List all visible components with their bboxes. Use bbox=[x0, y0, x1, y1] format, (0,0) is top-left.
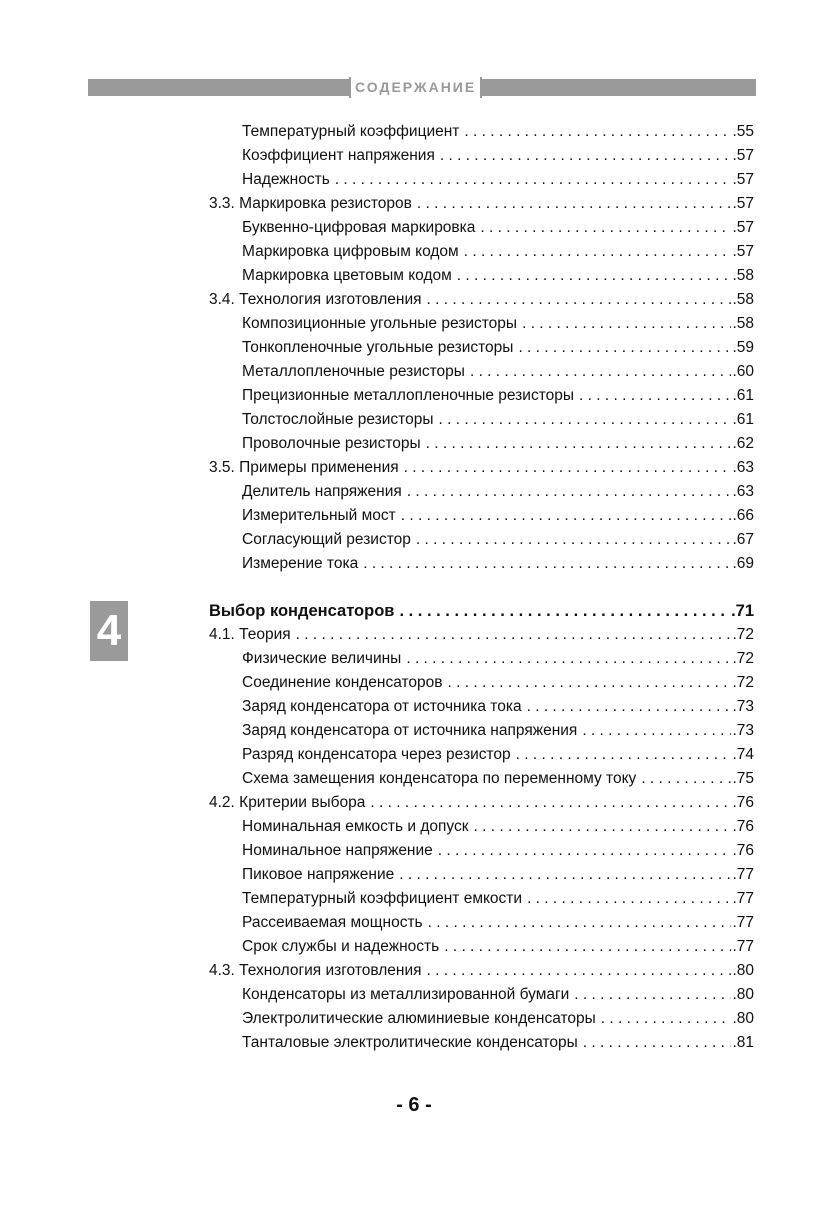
toc-section-entry bbox=[209, 193, 754, 215]
toc-dot-leader bbox=[438, 409, 731, 431]
toc-entry bbox=[242, 840, 754, 862]
toc-entry bbox=[242, 553, 754, 575]
toc-entry bbox=[242, 409, 754, 431]
toc-entry-page: .69 bbox=[732, 555, 754, 572]
toc-entry-title: Рассеиваемая мощность bbox=[242, 914, 423, 931]
toc-entry-page: .81 bbox=[732, 1034, 754, 1051]
toc-entry bbox=[242, 529, 754, 551]
toc-entry-title: Физические величины bbox=[242, 650, 402, 667]
toc-dot-leader bbox=[480, 217, 731, 239]
toc-entry-title: Температурный коэффициент емкости bbox=[242, 890, 523, 907]
toc-entry-title: 4.1. Теория bbox=[209, 626, 291, 643]
toc-entry-title: Пиковое напряжение bbox=[242, 866, 395, 883]
toc-dot-leader bbox=[404, 457, 732, 479]
toc-entry-title: Танталовые электролитические конденсаторы bbox=[242, 1034, 578, 1051]
toc-entry bbox=[242, 672, 754, 694]
toc-dot-leader bbox=[296, 624, 732, 646]
toc-entry bbox=[242, 337, 754, 359]
toc-entry-page: .77 bbox=[732, 890, 754, 907]
toc-entry-title: Разряд конденсатора через резистор bbox=[242, 746, 511, 763]
page-number: - 6 - bbox=[396, 1094, 432, 1116]
toc-entry bbox=[242, 864, 754, 886]
toc-entry-page: .76 bbox=[732, 818, 754, 835]
toc-entry-title: Согласующий резистор bbox=[242, 531, 411, 548]
toc-dot-leader bbox=[335, 169, 732, 191]
toc-entry-title: Температурный коэффициент bbox=[242, 123, 460, 140]
toc-dot-leader bbox=[579, 385, 731, 407]
toc-entry-page: .72 bbox=[732, 626, 754, 643]
toc-entry-title: Конденсаторы из металлизированной бумаги bbox=[242, 986, 570, 1003]
toc-entry-page: .57 bbox=[732, 195, 754, 212]
toc-entry-title: Маркировка цветовым кодом bbox=[242, 267, 452, 284]
toc-dot-leader bbox=[470, 361, 731, 383]
toc-entry bbox=[242, 121, 754, 143]
toc-entry bbox=[242, 1032, 754, 1054]
toc-entry-title: Соединение конденсаторов bbox=[242, 674, 443, 691]
toc-entry bbox=[242, 169, 754, 191]
toc-entry-title: Делитель напряжения bbox=[242, 483, 402, 500]
toc-entry bbox=[242, 912, 754, 934]
toc-entry-page: .63 bbox=[732, 459, 754, 476]
toc-section-entry bbox=[209, 457, 754, 479]
toc-entry-title: 3.3. Маркировка резисторов bbox=[209, 195, 412, 212]
toc-entry-title: Схема замещения конденсатора по переменному току bbox=[242, 770, 637, 787]
toc-entry bbox=[242, 648, 754, 670]
toc-section-entry bbox=[209, 289, 754, 311]
toc-entry-title: Маркировка цифровым кодом bbox=[242, 243, 459, 260]
toc-entry-title: 4.2. Критерии выбора bbox=[209, 794, 366, 811]
toc-dot-leader bbox=[601, 1008, 732, 1030]
toc-entry-page: .77 bbox=[732, 938, 754, 955]
toc-dot-leader bbox=[440, 145, 732, 167]
toc-entry-title: Измерение тока bbox=[242, 555, 359, 572]
toc-entry-page: .57 bbox=[732, 147, 754, 164]
toc-entry-page: .80 bbox=[732, 962, 754, 979]
toc-entry-title: Заряд конденсатора от источника напряжения bbox=[242, 722, 578, 739]
toc-dot-leader bbox=[363, 553, 731, 575]
toc-entry-title: Проволочные резисторы bbox=[242, 435, 421, 452]
toc-entry-title: 3.4. Технология изготовления bbox=[209, 291, 422, 308]
toc-entry-page: .59 bbox=[732, 339, 754, 356]
toc-entry bbox=[242, 217, 754, 239]
toc-dot-leader bbox=[516, 744, 732, 766]
toc-entry-page: .57 bbox=[732, 243, 754, 260]
toc-section-entry bbox=[209, 960, 754, 982]
toc-entry-page: .77 bbox=[732, 866, 754, 883]
toc-dot-leader bbox=[448, 672, 732, 694]
toc-dot-leader bbox=[399, 864, 731, 886]
toc-entry-title: 4.3. Технология изготовления bbox=[209, 962, 422, 979]
toc-dot-leader bbox=[426, 433, 732, 455]
toc-dot-leader bbox=[583, 1032, 732, 1054]
toc-entry bbox=[242, 696, 754, 718]
toc-entry-title: Выбор конденсаторов bbox=[209, 602, 395, 620]
toc-entry-title: 3.5. Примеры применения bbox=[209, 459, 399, 476]
toc-entry-title: Номинальное напряжение bbox=[242, 842, 433, 859]
toc-entry-page: .67 bbox=[732, 531, 754, 548]
toc-entry-page: .55 bbox=[732, 123, 754, 140]
toc-entry-page: .58 bbox=[732, 291, 754, 308]
toc-entry-page: .61 bbox=[732, 387, 754, 404]
toc-entry-page: .60 bbox=[732, 363, 754, 380]
toc-entry bbox=[242, 888, 754, 910]
toc-entry-page: .63 bbox=[732, 483, 754, 500]
toc-entry-page: .61 bbox=[732, 411, 754, 428]
toc-entry bbox=[242, 433, 754, 455]
toc-entry-page: .58 bbox=[732, 267, 754, 284]
toc-entry bbox=[242, 720, 754, 742]
toc-entry-page: .80 bbox=[732, 1010, 754, 1027]
toc-entry bbox=[242, 768, 754, 790]
toc-entry-title: Металлопленочные резисторы bbox=[242, 363, 465, 380]
toc-dot-leader bbox=[438, 840, 732, 862]
toc-chapter-entry bbox=[209, 600, 754, 622]
toc-entry bbox=[242, 361, 754, 383]
toc-section-entry bbox=[209, 624, 754, 646]
toc-entry-page: .66 bbox=[732, 507, 754, 524]
toc-entry bbox=[242, 1008, 754, 1030]
toc-entry bbox=[242, 984, 754, 1006]
toc-entry-title: Толстослойные резисторы bbox=[242, 411, 434, 428]
toc-dot-leader bbox=[527, 696, 732, 718]
toc-dot-leader bbox=[527, 888, 731, 910]
toc-entry-page: .80 bbox=[732, 986, 754, 1003]
toc-entry bbox=[242, 744, 754, 766]
toc-dot-leader bbox=[574, 984, 731, 1006]
toc-entry bbox=[242, 145, 754, 167]
toc-entry-page: .77 bbox=[732, 914, 754, 931]
toc-entry-title: Электролитические алюминиевые конденсаторы bbox=[242, 1010, 596, 1027]
toc-dot-leader bbox=[457, 265, 732, 287]
toc-entry-title: Срок службы и надежность bbox=[242, 938, 440, 955]
toc-section-entry bbox=[209, 792, 754, 814]
toc-dot-leader bbox=[407, 481, 732, 503]
toc-dot-leader bbox=[522, 313, 731, 335]
toc-entry-title: Измерительный мост bbox=[242, 507, 396, 524]
toc-dot-leader bbox=[428, 912, 732, 934]
toc-entry-page: .62 bbox=[732, 435, 754, 452]
page-header-title: СОДЕРЖАНИЕ bbox=[349, 77, 482, 98]
toc-entry-page: .57 bbox=[732, 219, 754, 236]
toc-entry-title: Буквенно-цифровая маркировка bbox=[242, 219, 476, 236]
toc-entry bbox=[242, 481, 754, 503]
toc-dot-leader bbox=[401, 505, 732, 527]
toc-entry-page: .72 bbox=[732, 650, 754, 667]
toc-dot-leader bbox=[582, 720, 731, 742]
toc-entry-page: .75 bbox=[732, 770, 754, 787]
toc-entry-title: Тонкопленочные угольные резисторы bbox=[242, 339, 514, 356]
toc-entry-title: Композиционные угольные резисторы bbox=[242, 315, 518, 332]
toc-entry bbox=[242, 313, 754, 335]
toc-dot-leader bbox=[406, 648, 731, 670]
toc-dot-leader bbox=[427, 289, 732, 311]
toc-dot-leader bbox=[464, 241, 732, 263]
toc-entry-page: .74 bbox=[732, 746, 754, 763]
toc-entry-page: .58 bbox=[732, 315, 754, 332]
toc-dot-leader bbox=[399, 600, 730, 622]
toc-entry bbox=[242, 936, 754, 958]
toc-dot-leader bbox=[641, 768, 731, 790]
toc-entry-page: .71 bbox=[731, 602, 754, 620]
toc-dot-leader bbox=[370, 792, 731, 814]
chapter-number-badge: 4 bbox=[90, 601, 128, 661]
toc-entry-title: Номинальная емкость и допуск bbox=[242, 818, 469, 835]
toc-entry-page: .73 bbox=[732, 722, 754, 739]
toc-entry-page: .73 bbox=[732, 698, 754, 715]
toc-entry-page: .76 bbox=[732, 794, 754, 811]
toc-entry-page: .76 bbox=[732, 842, 754, 859]
toc-dot-leader bbox=[444, 936, 731, 958]
toc-dot-leader bbox=[464, 121, 731, 143]
toc-entry bbox=[242, 385, 754, 407]
toc-entry-title: Прецизионные металлопленочные резисторы bbox=[242, 387, 575, 404]
toc-dot-leader bbox=[417, 193, 732, 215]
toc-entry-page: .72 bbox=[732, 674, 754, 691]
toc-entry bbox=[242, 505, 754, 527]
toc-entry bbox=[242, 265, 754, 287]
toc-dot-leader bbox=[474, 816, 732, 838]
toc-entry-title: Коэффициент напряжения bbox=[242, 147, 435, 164]
toc-dot-leader bbox=[518, 337, 731, 359]
toc-entry-title: Надежность bbox=[242, 171, 330, 188]
toc-entry-title: Заряд конденсатора от источника тока bbox=[242, 698, 522, 715]
toc-dot-leader bbox=[427, 960, 732, 982]
toc-entry-page: .57 bbox=[732, 171, 754, 188]
toc-entry bbox=[242, 241, 754, 263]
toc-dot-leader bbox=[416, 529, 732, 551]
toc-entry bbox=[242, 816, 754, 838]
